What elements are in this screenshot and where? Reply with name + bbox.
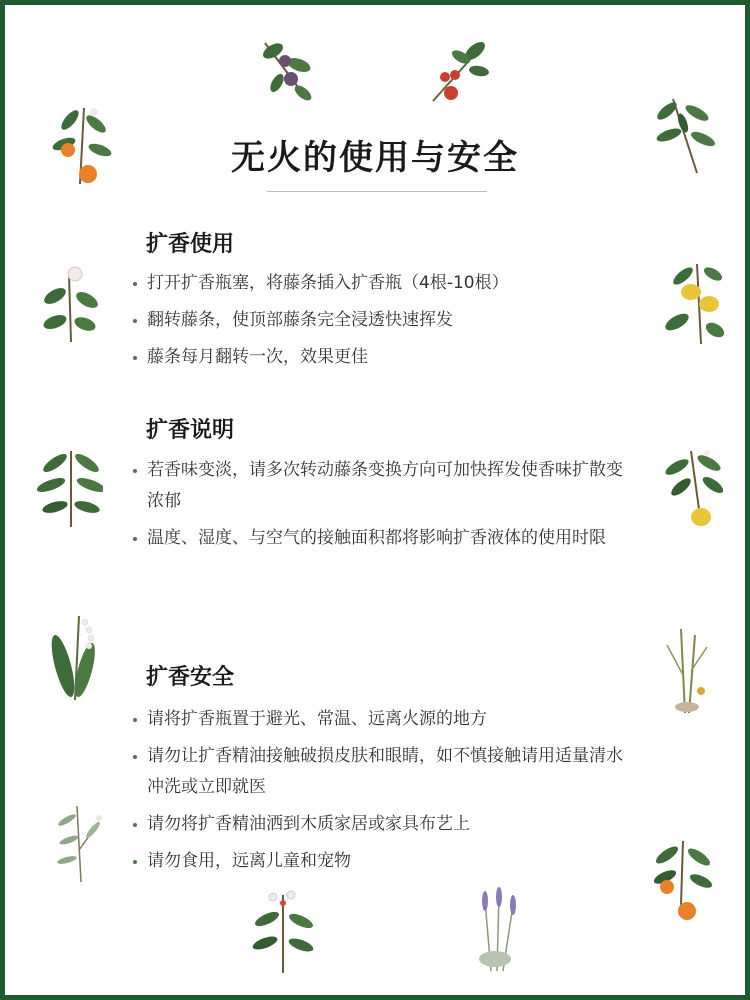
orange-sprig-icon [651,835,713,925]
bay-leaf-icon [37,445,103,529]
section-heading-safety: 扩香安全 [146,664,235,690]
blossom-branch-icon [41,260,101,344]
notes-list [131,455,631,560]
bullet-icon [133,469,137,473]
list-item: 打开扩香瓶塞，将藤条插入扩香瓶（4根-10根） [131,268,631,299]
bullet-icon [133,823,137,827]
safety-list [131,704,631,883]
lemon-branch-icon [661,260,727,348]
bullet-icon [133,356,137,360]
usage-list [131,268,631,379]
bullet-icon [133,537,137,541]
page-title: 无火的使用与安全 [231,138,519,178]
list-item: 若香味变淡，请多次转动藤条变换方向可加快挥发使香味扩散变浓郁 [131,455,631,517]
orange-branch-icon [50,100,114,188]
list-item: 请勿将扩香精油洒到木质家居或家具布艺上 [131,809,631,840]
section-heading-usage: 扩香使用 [146,231,235,257]
tomato-branch-icon [425,35,495,107]
fig-branch-icon [255,35,317,107]
lemongrass-icon [661,625,713,717]
bullet-icon [133,755,137,759]
bullet-icon [133,860,137,864]
list-item: 请勿食用，远离儿童和宠物 [131,846,631,877]
lemon-sprig-icon [661,445,727,531]
list-item: 温度、湿度、与空气的接触面积都将影响扩香液体的使用时限 [131,523,631,554]
lily-of-valley-icon [45,610,105,702]
white-flower-sprig-icon [251,885,317,975]
lavender-icon [471,887,525,973]
list-item: 请将扩香瓶置于避光、常温、远离火源的地方 [131,704,631,735]
section-heading-notes: 扩香说明 [146,417,235,443]
bullet-icon [133,319,137,323]
bullet-icon [133,718,137,722]
list-item: 藤条每月翻转一次，效果更佳 [131,342,631,373]
title-divider [267,191,487,192]
list-item: 请勿让扩香精油接触破损皮肤和眼睛，如不慎接触请用适量清水冲洗或立即就医 [131,741,631,803]
leafy-branch-icon [653,93,719,177]
list-item: 翻转藤条，使顶部藤条完全浸透快速挥发 [131,305,631,336]
willow-sprig-icon [55,800,111,884]
bullet-icon [133,282,137,286]
